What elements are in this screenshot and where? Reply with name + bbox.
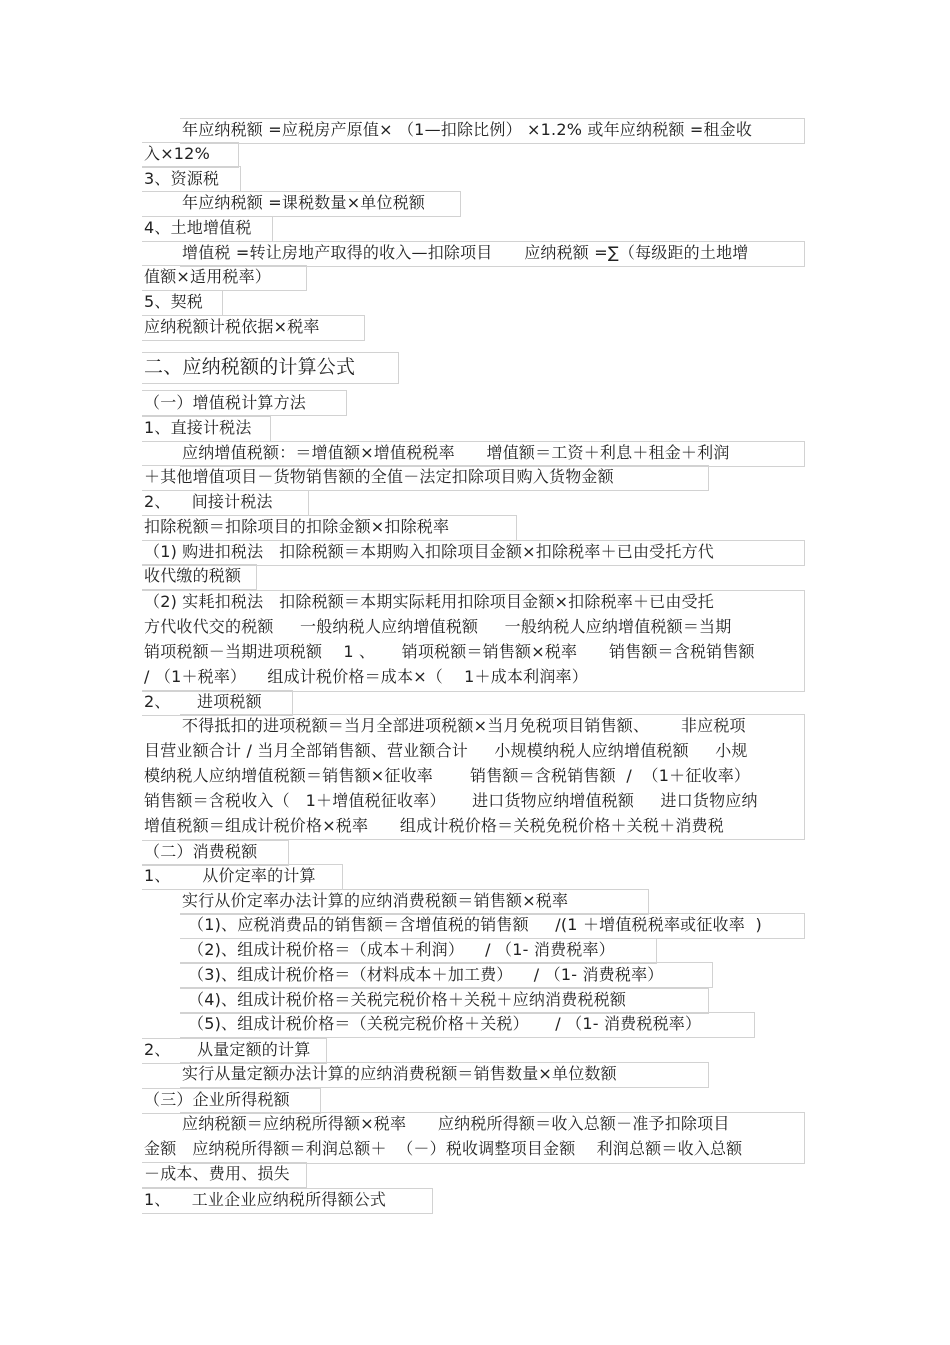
text-line: 方代收代交的税额 一般纳税人应纳增值税额 一般纳税人应纳增值税额＝当期 xyxy=(144,617,732,636)
text-line: 销售额＝含税收入（ 1＋增值税征收率） 进口货物应纳增值税额 进口货物应纳 xyxy=(144,791,758,810)
text-line: ＋其他增值项目－货物销售额的全值－法定扣除项目购入货物金额 xyxy=(144,467,614,486)
text-line: 不得抵扣的进项税额＝当月全部进项税额×当月免税项目销售额、 非应税项 xyxy=(182,716,746,735)
section-heading: 1、 从价定率的计算 xyxy=(144,866,316,885)
section-heading: 2、 进项税额 xyxy=(144,692,262,711)
section-heading: 2、 间接计税法 xyxy=(144,492,273,511)
text-line: 实行从价定率办法计算的应纳消费税额＝销售额×税率 xyxy=(182,891,569,910)
text-line: 增值税 =转让房地产取得的收入—扣除项目 应纳税额 =∑（每级距的土地增 xyxy=(182,243,749,262)
text-line: 增值税额＝组成计税价格×税率 组成计税价格＝关税免税价格＋关税＋消费税 xyxy=(144,816,724,835)
section-heading: 3、资源税 xyxy=(144,169,220,188)
text-line: / （1＋税率） 组成计税价格＝成本×（ 1＋成本利润率） xyxy=(144,667,588,686)
text-line: 应纳税额＝应纳税所得额×税率 应纳税所得额＝收入总额－准予扣除项目 xyxy=(182,1114,730,1133)
text-line: 应纳增值税额：＝增值额×增值税税率 增值额＝工资＋利息＋租金＋利润 xyxy=(182,443,730,462)
chapter-heading: 二、应纳税额的计算公式 xyxy=(144,356,356,378)
formula-item: （4)、组成计税价格＝关税完税价格＋关税＋应纳消费税税额 xyxy=(188,990,627,1009)
text-line: 实行从量定额办法计算的应纳消费税额＝销售数量×单位数额 xyxy=(182,1064,617,1083)
section-heading: （三）企业所得税额 xyxy=(144,1090,290,1109)
formula-item: （5)、组成计税价格＝（关税完税价格＋关税） / （1- 消费税税率） xyxy=(188,1014,702,1033)
text-line: 入×12% xyxy=(144,144,210,163)
formula-item: （1)、应税消费品的销售额＝含增值税的销售额 /(1 ＋增值税税率或征收率 ) xyxy=(188,915,762,934)
text-line: －成本、费用、损失 xyxy=(144,1164,290,1183)
text-line: （1) 购进扣税法 扣除税额＝本期购入扣除项目金额×扣除税率＋已由受托方代 xyxy=(144,542,714,561)
text-line: 扣除税额＝扣除项目的扣除金额×扣除税率 xyxy=(144,517,450,536)
formula-item: （3)、组成计税价格＝（材料成本＋加工费） / （1- 消费税率） xyxy=(188,965,664,984)
section-heading: 2、 从量定额的计算 xyxy=(144,1040,311,1059)
text-line: 应纳税额计税依据×税率 xyxy=(144,317,320,336)
text-line: 模纳税人应纳增值税额＝销售额×征收率 销售额＝含税销售额 / （1＋征收率） xyxy=(144,766,751,785)
section-heading: （二）消费税额 xyxy=(144,842,258,861)
section-heading: 5、契税 xyxy=(144,292,203,311)
text-line: 年应纳税额 =课税数量×单位税额 xyxy=(182,193,426,212)
text-line: 金额 应纳税所得额＝利润总额＋ （－）税收调整项目金额 利润总额＝收入总额 xyxy=(144,1139,743,1158)
text-line: 收代缴的税额 xyxy=(144,566,242,585)
section-heading: 1、 工业企业应纳税所得额公式 xyxy=(144,1190,387,1209)
section-heading: 1、直接计税法 xyxy=(144,418,252,437)
text-line: 目营业额合计 / 当月全部销售额、营业额合计 小规模纳税人应纳增值税额 小规 xyxy=(144,741,748,760)
section-heading: （一）增值税计算方法 xyxy=(144,393,307,412)
text-line: 销项税额－当期进项税额 1 、 销项税额＝销售额×税率 销售额＝含税销售额 xyxy=(144,642,755,661)
text-line: 年应纳税额 =应税房产原值× （1—扣除比例） ×1.2% 或年应纳税额 =租金收 xyxy=(182,120,753,139)
section-heading: 4、土地增值税 xyxy=(144,218,252,237)
text-line: 值额×适用税率） xyxy=(144,267,272,286)
text-line: （2) 实耗扣税法 扣除税额＝本期实际耗用扣除项目金额×扣除税率＋已由受托 xyxy=(144,592,714,611)
formula-item: （2)、组成计税价格＝（成本＋利润） / （1- 消费税率） xyxy=(188,940,615,959)
